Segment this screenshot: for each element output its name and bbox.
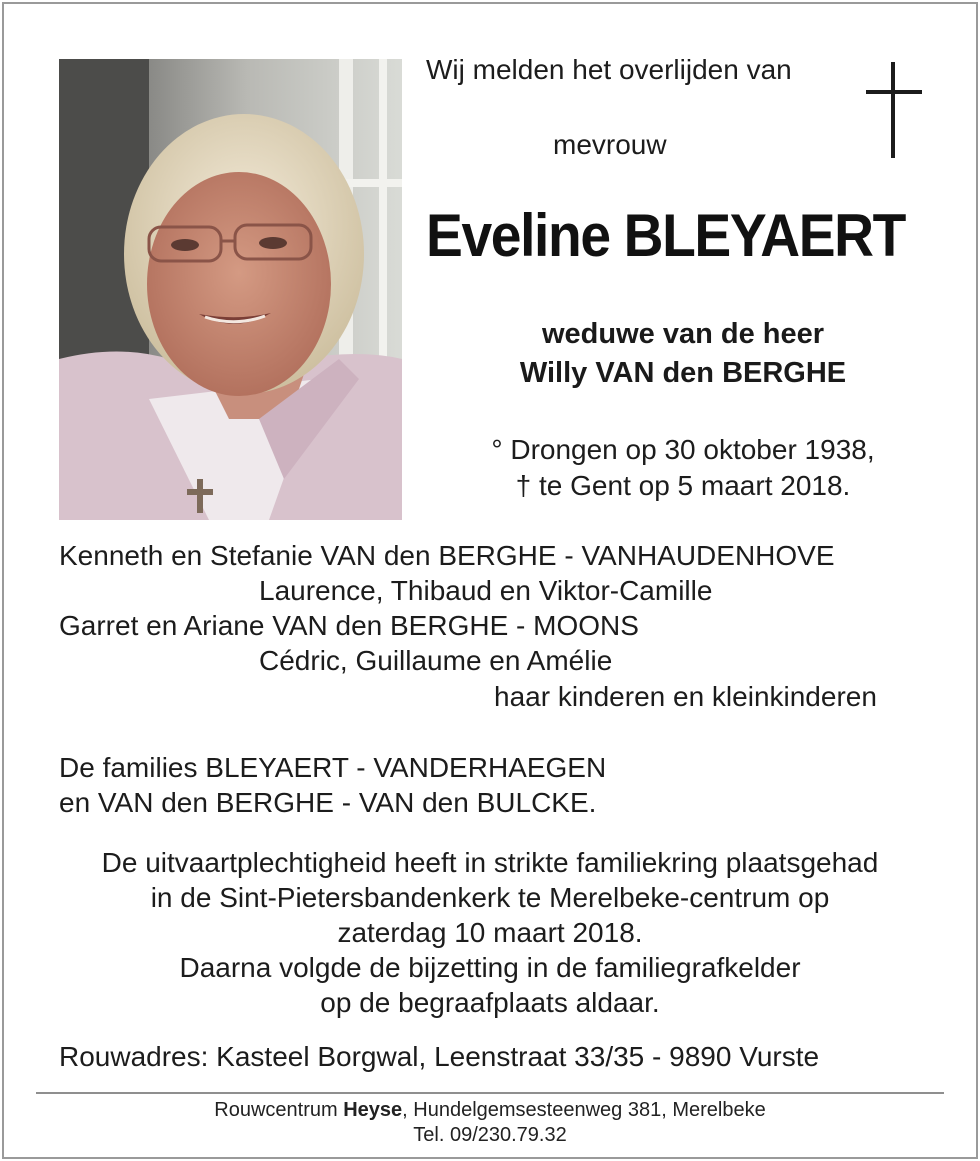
funeral-line-2: in de Sint-Pietersbandenkerk te Merelbeke-centrum op (150, 882, 830, 913)
family-line-1: Kenneth en Stefanie VAN den BERGHE - VANHAUDENHOVE (59, 540, 835, 571)
mourning-address: Rouwadres: Kasteel Borgwal, Leenstraat 33/35 - 9890 Vurste (59, 1041, 820, 1072)
funeral-line-4: Daarna volgde de bijzetting in de familiegrafkelder (179, 952, 801, 983)
funeral-line-1: De uitvaartplechtigheid heeft in strikte familiekring plaatsgehad (101, 847, 879, 878)
family-relation: haar kinderen en kleinkinderen (494, 681, 877, 712)
footer-funeral-home (36, 1098, 944, 1122)
families-line-2: en VAN den BERGHE - VAN den BULCKE. (59, 787, 597, 818)
latin-cross-icon (866, 62, 922, 158)
death-line: † te Gent op 5 maart 2018. (515, 470, 851, 501)
footer-phone: Tel. 09/230.79.32 (413, 1124, 567, 1146)
deceased-name: Eveline BLEYAERT (426, 202, 905, 269)
footer-address: , Hundelgemsesteenweg 381, Merelbeke (402, 1099, 766, 1121)
funeral-line-5: op de begraafplaats aldaar. (320, 987, 660, 1018)
family-line-2: Laurence, Thibaud en Viktor-Camille (259, 575, 713, 606)
birth-line: ° Drongen op 30 oktober 1938, (491, 434, 875, 465)
title-word: mevrouw (553, 129, 667, 160)
footer-divider (36, 1092, 944, 1094)
family-line-3: Garret en Ariane VAN den BERGHE - MOONS (59, 610, 639, 641)
footer-prefix: Rouwcentrum (214, 1099, 344, 1121)
footer-company-name: Heyse (343, 1099, 403, 1121)
intro-text: Wij melden het overlijden van (426, 54, 792, 85)
spouse-line-1: weduwe van de heer (541, 318, 825, 350)
family-line-4: Cédric, Guillaume en Amélie (259, 645, 613, 676)
families-line-1: De families BLEYAERT - VANDERHAEGEN (59, 752, 607, 783)
portrait-photo (59, 59, 402, 520)
funeral-line-3: zaterdag 10 maart 2018. (337, 917, 643, 948)
portrait-illustration (59, 59, 402, 520)
spouse-line-2: Willy VAN den BERGHE (519, 357, 847, 389)
